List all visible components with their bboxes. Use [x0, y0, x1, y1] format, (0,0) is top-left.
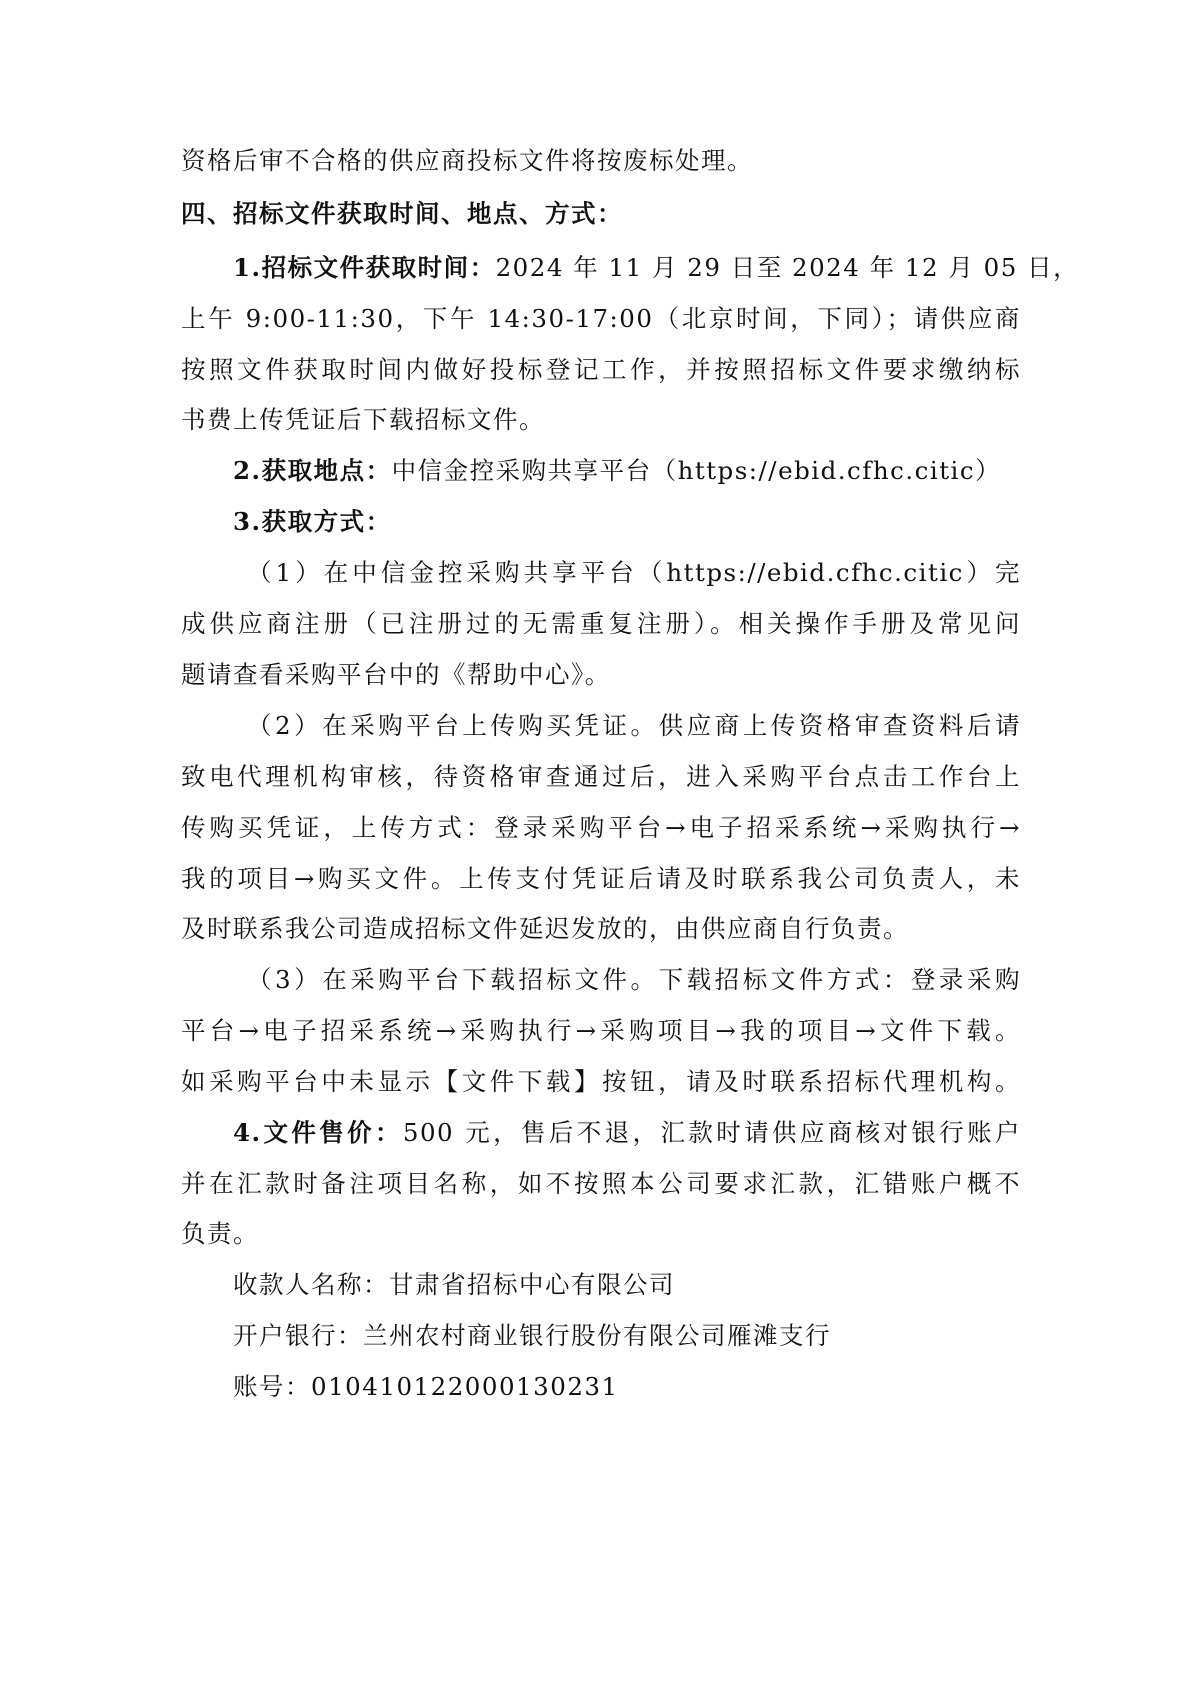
item-2-text: 中信金控采购共享平台（https://ebid.cfhc.citic） [391, 456, 1002, 485]
item-1-text: 2024 年 11 月 29 日至 2024 年 12 月 05 日， [495, 253, 1080, 282]
body-line: 及时联系我公司造成招标文件延迟发放的，由供应商自行负责。 [181, 914, 909, 943]
body-line: 资格后审不合格的供应商投标文件将按废标处理。 [181, 146, 753, 175]
body-line: 平台→电子招采系统→采购执行→采购项目→我的项目→文件下载。 [181, 1016, 1021, 1045]
step-1-line: （1）在中信金控采购共享平台（https://ebid.cfhc.citic）完 [247, 558, 1021, 587]
step-3-line: （3）在采购平台下载招标文件。下载招标文件方式：登录采购 [247, 965, 1021, 994]
item-1-label: 1.招标文件获取时间： [233, 253, 496, 282]
payee-line: 收款人名称：甘肃省招标中心有限公司 [233, 1270, 675, 1299]
body-line: 我的项目→购买文件。上传支付凭证后请及时联系我公司负责人，未 [181, 864, 1021, 893]
body-line: 并在汇款时备注项目名称，如不按照本公司要求汇款，汇错账户概不 [181, 1169, 1021, 1198]
body-line: 成供应商注册（已注册过的无需重复注册）。相关操作手册及常见问 [181, 609, 1021, 638]
item-4-label: 4.文件售价： [233, 1118, 403, 1147]
bank-line: 开户银行：兰州农村商业银行股份有限公司雁滩支行 [233, 1321, 831, 1350]
body-line: 上午 9:00-11:30，下午 14:30-17:00（北京时间，下同）；请供应商 [181, 304, 1021, 333]
body-line: 按照文件获取时间内做好投标登记工作，并按照招标文件要求缴纳标 [181, 355, 1021, 384]
body-line: 传购买凭证，上传方式：登录采购平台→电子招采系统→采购执行→ [181, 813, 1021, 842]
item-2-line [233, 456, 1021, 486]
section-heading: 四、招标文件获取时间、地点、方式： [181, 199, 623, 228]
account-line: 账号：010410122000130231 [233, 1372, 619, 1401]
step-2-line: （2）在采购平台上传购买凭证。供应商上传资格审查资料后请 [247, 711, 1021, 740]
body-line: 如采购平台中未显示【文件下载】按钮，请及时联系招标代理机构。 [181, 1067, 1021, 1096]
body-line: 书费上传凭证后下载招标文件。 [181, 405, 545, 434]
item-2-label: 2.获取地点： [233, 456, 392, 485]
item-4-first-line [233, 1118, 1021, 1148]
item-4-text: 500 元，售后不退，汇款时请供应商核对银行账户 [402, 1118, 1021, 1147]
body-line: 题请查看采购平台中的《帮助中心》。 [181, 660, 611, 689]
body-line: 负责。 [181, 1219, 259, 1248]
item-1-first-line [233, 253, 1080, 283]
item-3-label: 3.获取方式： [233, 507, 392, 536]
body-line: 致电代理机构审核，待资格审查通过后，进入采购平台点击工作台上 [181, 762, 1021, 791]
